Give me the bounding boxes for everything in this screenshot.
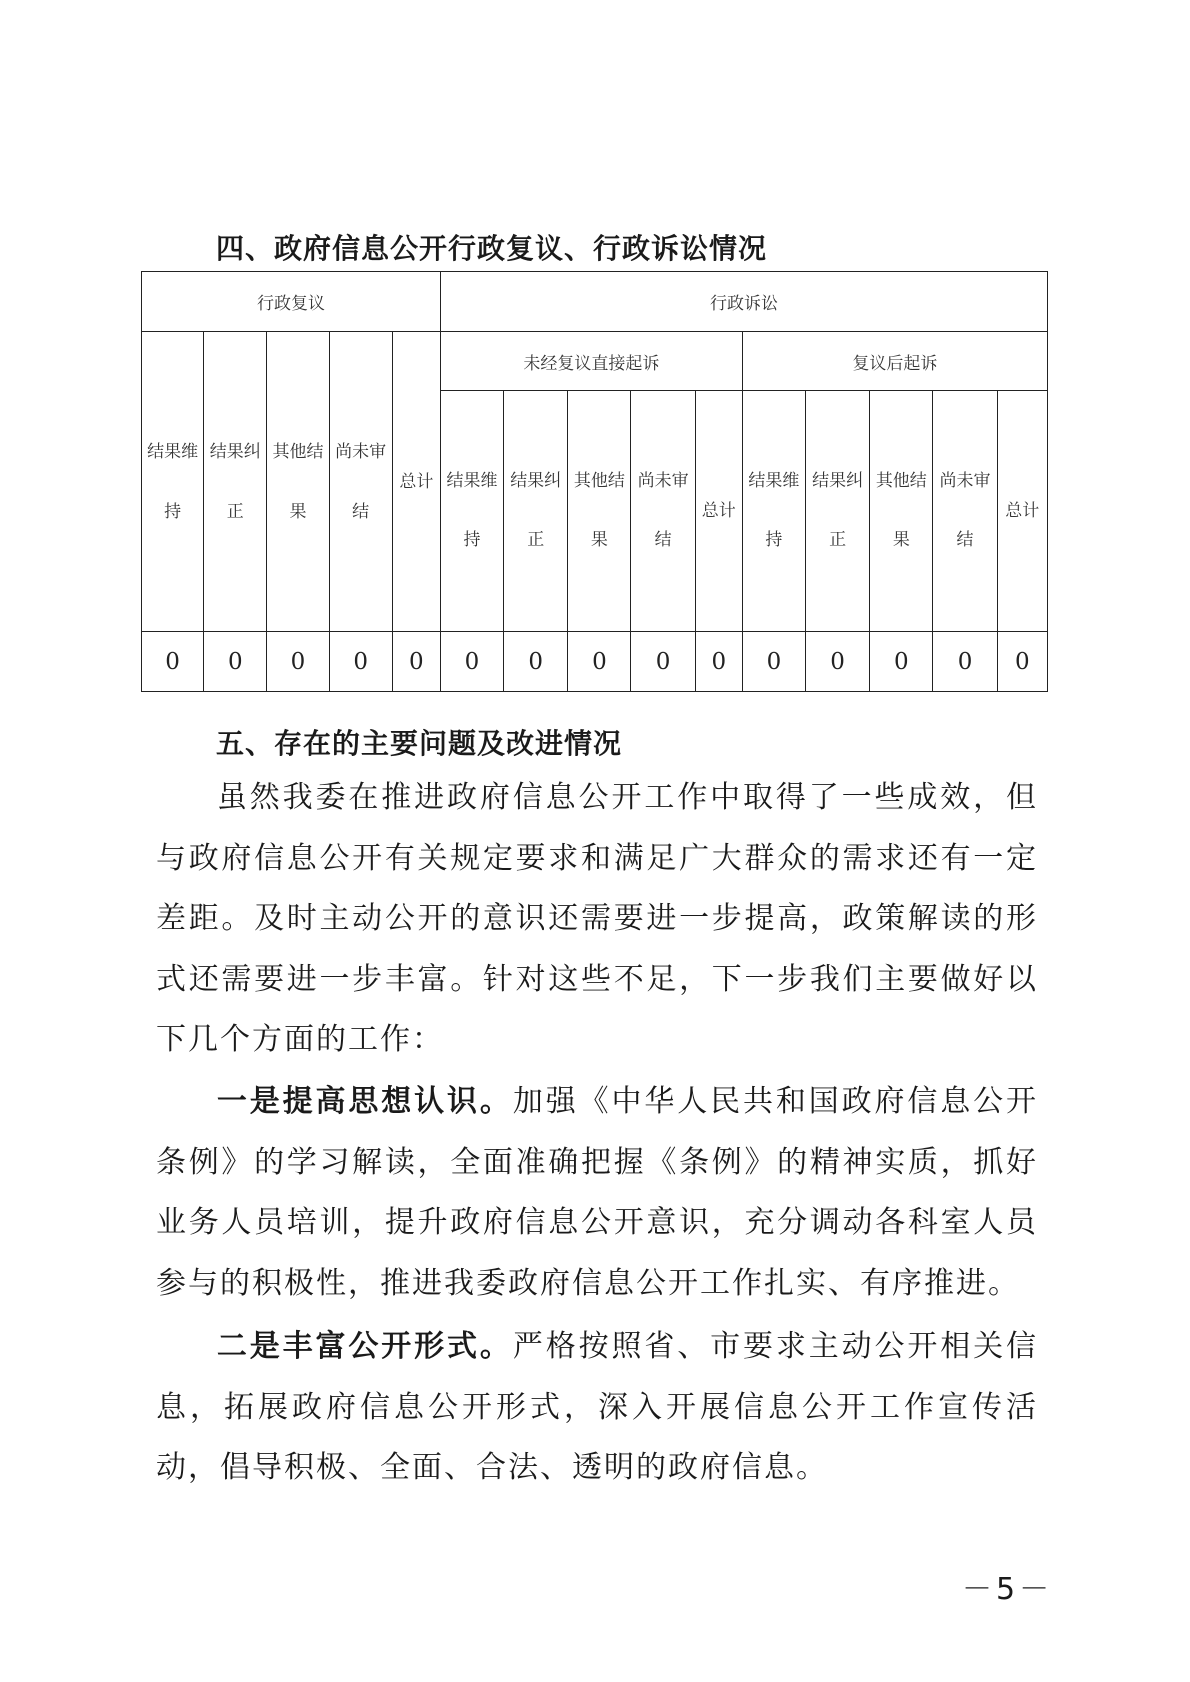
direct-col-label: 其他结果 <box>573 471 625 550</box>
after-col-corrected <box>806 391 870 632</box>
review-value-pending: 0 <box>329 632 392 692</box>
after-col-total <box>997 391 1047 632</box>
direct-col-label: 尚未审结 <box>637 471 689 550</box>
direct-value-corrected: 0 <box>504 632 568 692</box>
enrich-forms-lead: 二是丰富公开形式。 <box>216 1329 513 1364</box>
after-col-label: 尚未审结 <box>939 471 991 550</box>
review-col-maintained <box>142 332 204 632</box>
direct-value-other: 0 <box>568 632 631 692</box>
improve-awareness-text: 加强《中华人民共和国政府信息公开条例》的学习解读，全面准确把握《条例》的精神实质，抓好业务人员培训，提升政府信息公开意识，充分调动各科室人员参与的积极性，推进我委政府信息公开工作扎实、有序推进。 <box>156 1084 1039 1301</box>
after-col-label: 结果维持 <box>748 471 800 550</box>
admin-litigation-header: 行政诉讼 <box>440 272 1047 332</box>
review-value-corrected: 0 <box>204 632 267 692</box>
review-col-corrected <box>204 332 267 632</box>
after-value-other: 0 <box>870 632 933 692</box>
direct-value-total: 0 <box>695 632 742 692</box>
after-value-corrected: 0 <box>806 632 870 692</box>
review-value-total: 0 <box>392 632 440 692</box>
section-5-heading: 五、存在的主要问题及改进情况 <box>216 727 623 760</box>
problems-text: 虽然我委在推进政府信息公开工作中取得了一些成效，但与政府信息公开有关规定要求和满足广大群众的需求还有一定差距。及时主动公开的意识还需要进一步提高，政策解读的形式还需要进一步丰富。针对这些不足，下一步我们主要做好以下几个方面的工作： <box>156 780 1038 1057</box>
review-col-pending <box>329 332 392 632</box>
direct-value-maintained: 0 <box>440 632 503 692</box>
section-4-heading: 四、政府信息公开行政复议、行政诉讼情况 <box>216 232 768 265</box>
enrich-forms-paragraph <box>156 1317 1038 1499</box>
after-col-other <box>870 391 933 632</box>
direct-col-other <box>568 391 631 632</box>
direct-col-label: 总计 <box>701 500 736 521</box>
review-col-other <box>267 332 329 632</box>
direct-value-pending: 0 <box>631 632 695 692</box>
after-value-maintained: 0 <box>742 632 805 692</box>
review-col-total <box>392 332 440 632</box>
review-col-label: 总计 <box>399 471 434 492</box>
improve-awareness-lead: 一是提高思想认识。 <box>216 1084 513 1119</box>
review-col-label: 其他结果 <box>272 441 324 522</box>
review-value-maintained: 0 <box>142 632 204 692</box>
after-col-pending <box>933 391 997 632</box>
improve-awareness-paragraph <box>156 1072 1038 1314</box>
direct-col-label: 结果纠正 <box>510 471 562 550</box>
review-col-label: 结果纠正 <box>209 441 261 522</box>
direct-col-maintained <box>440 391 503 632</box>
problems-paragraph <box>156 768 1038 1071</box>
review-col-label: 尚未审结 <box>335 441 387 522</box>
page-number: －5－ <box>962 1572 1054 1607</box>
direct-col-pending <box>631 391 695 632</box>
review-litigation-table <box>141 271 1048 692</box>
direct-col-corrected <box>504 391 568 632</box>
after-value-pending: 0 <box>933 632 997 692</box>
after-col-maintained <box>742 391 805 632</box>
direct-col-total <box>695 391 742 632</box>
after-col-label: 其他结果 <box>875 471 927 550</box>
after-col-label: 结果纠正 <box>812 471 864 550</box>
admin-review-header: 行政复议 <box>142 272 441 332</box>
enrich-forms-text: 严格按照省、市要求主动公开相关信息，拓展政府信息公开形式，深入开展信息公开工作宣传活动，倡导积极、全面、合法、透明的政府信息。 <box>156 1329 1039 1485</box>
review-col-label: 结果维持 <box>147 441 199 522</box>
direct-suit-header: 未经复议直接起诉 <box>440 332 742 391</box>
after-value-total: 0 <box>997 632 1047 692</box>
direct-col-label: 结果维持 <box>446 471 498 550</box>
review-value-other: 0 <box>267 632 329 692</box>
after-col-label: 总计 <box>1005 500 1040 521</box>
after-review-suit-header: 复议后起诉 <box>742 332 1047 391</box>
